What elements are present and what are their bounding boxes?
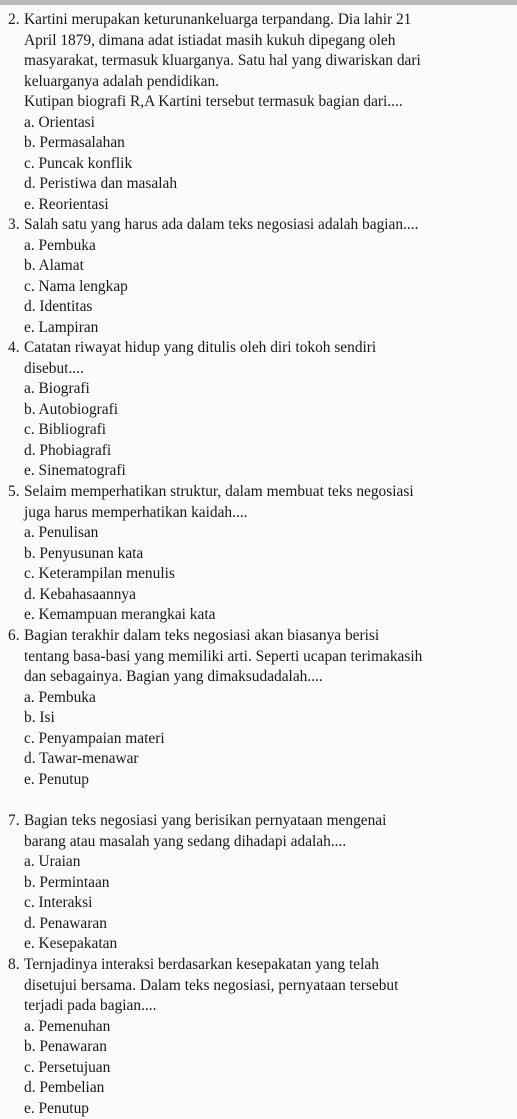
question-5-option-e[interactable]: e. Kemampuan merangkai kata: [24, 606, 216, 623]
question-2-number: 2.: [8, 11, 20, 28]
question-2-stem-line-5: Kutipan biografi R,A Kartini tersebut termasuk bagian dari....: [24, 93, 403, 110]
question-5-option-d[interactable]: d. Kebahasaannya: [24, 585, 136, 603]
question-2-option-d[interactable]: d. Peristiwa dan masalah: [24, 175, 178, 192]
question-8-stem-line-3: terjadi pada bagian....: [24, 997, 157, 1014]
question-6-option-d[interactable]: d. Tawar-menawar: [24, 750, 139, 767]
question-5-option-c[interactable]: c. Keterampilan menulis: [24, 565, 175, 582]
question-2-option-c[interactable]: c. Puncak konflik: [24, 154, 133, 172]
question-6-options: [8, 688, 513, 791]
question-3-options: [8, 236, 513, 339]
question-2-stem-line-2: April 1879, dimana adat istiadat masih kukuh dipegang oleh: [24, 31, 396, 49]
question-2: [8, 10, 513, 215]
question-2-option-a[interactable]: a. Orientasi: [24, 113, 95, 131]
question-8-number: 8.: [8, 956, 20, 973]
question-5-number: 5.: [8, 483, 20, 500]
question-2-stem-line-3: masyarakat, termasuk kluarganya. Satu hal yang diwariskan dari: [24, 52, 421, 69]
question-3-number: 3.: [8, 216, 20, 233]
question-7-option-a[interactable]: a. Uraian: [24, 853, 81, 870]
question-4-option-a[interactable]: a. Biografi: [24, 380, 90, 397]
question-5: [8, 482, 513, 626]
question-4-stem-line-1: 4. Catatan riwayat hidup yang ditulis oleh diri tokoh sendiri: [8, 338, 513, 359]
question-6: [8, 626, 513, 790]
question-3-option-d[interactable]: d. Identitas: [24, 298, 93, 315]
question-6-option-e[interactable]: e. Penutup: [24, 770, 89, 788]
question-6-stem-line-3: dan sebagainya. Bagian yang dimaksudadalah....: [24, 668, 323, 685]
question-8-option-b[interactable]: b. Penawaran: [24, 1038, 107, 1055]
question-8-options: [8, 1017, 513, 1119]
question-2-option-e[interactable]: e. Reorientasi: [24, 195, 109, 213]
question-3-option-c[interactable]: c. Nama lengkap: [24, 277, 128, 295]
question-5-option-a[interactable]: a. Penulisan: [24, 524, 99, 541]
question-4-option-d[interactable]: d. Phobiagrafi: [24, 441, 112, 459]
question-3-option-a[interactable]: a. Pembuka: [24, 236, 96, 254]
question-6-option-a[interactable]: a. Pembuka: [24, 688, 96, 706]
question-6-option-b[interactable]: b. Isi: [24, 709, 55, 726]
question-7-option-e[interactable]: e. Kesepakatan: [24, 935, 118, 952]
question-3-option-e[interactable]: e. Lampiran: [24, 318, 99, 336]
question-4-option-c[interactable]: c. Bibliografi: [24, 421, 107, 438]
question-8: [8, 955, 513, 1119]
question-5-stem-line-1: 5. Selaim memperhatikan struktur, dalam membuat teks negosiasi: [8, 482, 513, 503]
question-8-stem-line-2: disetujui bersama. Dalam teks negosiasi, pernyataan tersebut: [24, 976, 399, 994]
question-7-number: 7.: [8, 812, 20, 829]
question-4-stem-line-2: disebut....: [24, 359, 84, 377]
question-4: [8, 338, 513, 482]
question-6-number: 6.: [8, 627, 20, 644]
question-8-option-e[interactable]: e. Penutup: [24, 1099, 89, 1117]
question-4-options: [8, 379, 513, 482]
question-5-options: [8, 523, 513, 626]
question-5-stem-line-2: juga harus memperhatikan kaidah....: [24, 503, 248, 521]
question-7: [8, 811, 513, 955]
question-6-stem-line-2: tentang basa-basi yang memiliki arti. Seperti ucapan terimakasih: [24, 647, 423, 665]
question-8-option-c[interactable]: c. Persetujuan: [24, 1058, 111, 1076]
question-3-stem-line-1: 3. Salah satu yang harus ada dalam teks negosiasi adalah bagian....: [8, 215, 513, 236]
question-4-number: 4.: [8, 339, 20, 356]
question-7-option-d[interactable]: d. Penawaran: [24, 914, 107, 932]
question-5-option-b[interactable]: b. Penyusunan kata: [24, 544, 144, 562]
question-2-option-b[interactable]: b. Permasalahan: [24, 134, 125, 151]
question-6-stem-line-1: 6. Bagian terakhir dalam teks negosiasi akan biasanya berisi: [8, 626, 513, 647]
question-7-option-b[interactable]: b. Permintaan: [24, 873, 110, 891]
question-8-stem-line-1: 8. Ternjadinya interaksi berdasarkan kesepakatan yang telah: [8, 955, 513, 976]
question-7-option-c[interactable]: c. Interaksi: [24, 894, 93, 911]
question-3: [8, 215, 513, 338]
question-4-option-e[interactable]: e. Sinematografi: [24, 462, 126, 479]
question-6-option-c[interactable]: c. Penyampaian materi: [24, 729, 165, 747]
question-2-options: [8, 113, 513, 216]
question-7-options: [8, 852, 513, 955]
question-2-stem-line-4: keluarganya adalah pendidikan.: [24, 72, 220, 90]
question-8-option-a[interactable]: a. Pemenuhan: [24, 1017, 111, 1035]
question-2-stem-line-1: 2. Kartini merupakan keturunankeluarga terpandang. Dia lahir 21: [8, 10, 513, 31]
question-4-option-b[interactable]: b. Autobiografi: [24, 400, 119, 418]
question-7-stem-line-1: 7. Bagian teks negosiasi yang berisikan pernyataan mengenai: [8, 811, 513, 832]
question-8-option-d[interactable]: d. Pembelian: [24, 1079, 105, 1096]
question-3-option-b[interactable]: b. Alamat: [24, 257, 84, 274]
question-7-stem-line-2: barang atau masalah yang sedang dihadapi adalah....: [24, 832, 347, 850]
